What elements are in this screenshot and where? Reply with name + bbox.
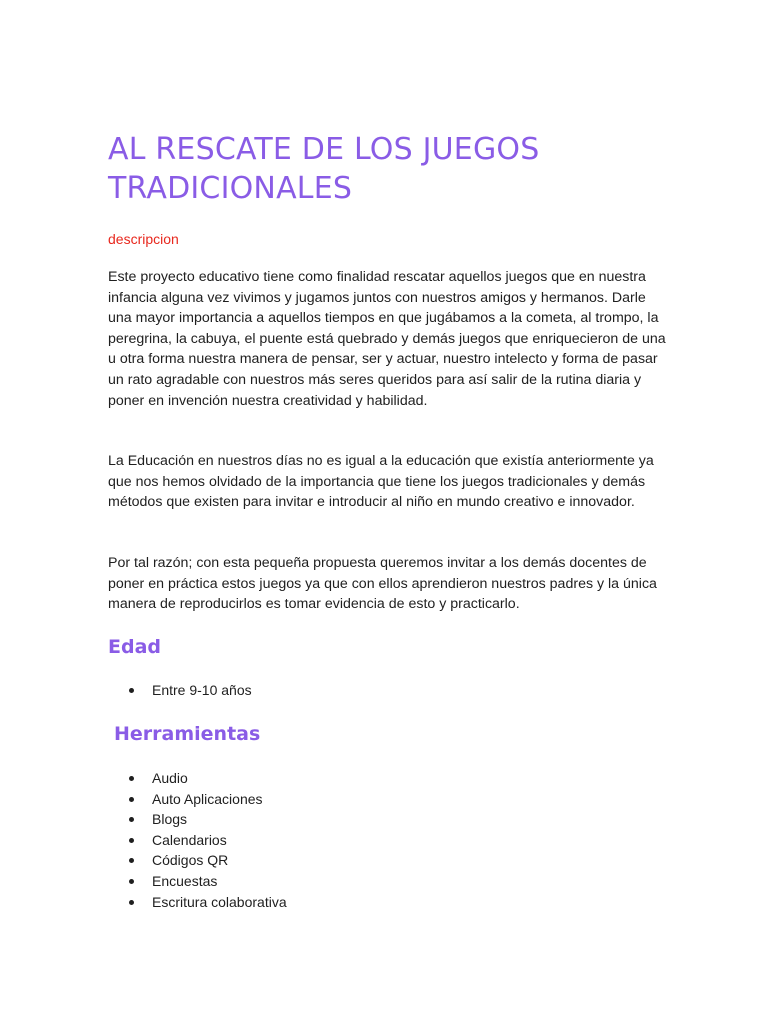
list-item bbox=[108, 850, 287, 871]
paragraph-education: La Educación en nuestros días no es igual a la educación que existía anteriormente ya que nos hemos olvidado de la importancia que tiene los juegos tradicionales y demás métodos que existen para invitar e introducir al niño en mundo creativo e innovador. bbox=[108, 453, 654, 511]
list-item-label: Calendarios bbox=[152, 831, 227, 848]
bullet-icon bbox=[129, 688, 134, 693]
list-item bbox=[108, 830, 287, 851]
herramientas-heading: Herramientas bbox=[114, 723, 261, 745]
list-item-label: Encuestas bbox=[152, 872, 218, 889]
list-item-label: Auto Aplicaciones bbox=[152, 790, 263, 807]
herramientas-list bbox=[108, 768, 287, 912]
edad-heading: Edad bbox=[108, 636, 162, 658]
list-item bbox=[108, 789, 287, 810]
list-item bbox=[108, 871, 287, 892]
list-item-label: Blogs bbox=[152, 811, 188, 828]
list-item bbox=[108, 892, 287, 913]
bullet-icon bbox=[129, 797, 134, 802]
paragraph-intro: Este proyecto educativo tiene como finalidad rescatar aquellos juegos que en nuestra infancia alguna vez vivimos y jugamos juntos con nuestros amigos y hermanos. Darle una mayor importancia a aquellos tiempos en que jugábamos a la cometa, al trompo, la peregrina, la cabuya, el puente está quebrado y demás juegos que enriquecieron de una u otra forma nuestra manera de pensar, ser y actuar, nuestro intelecto y forma de pasar un rato agradable con nuestros más seres queridos para así salir de la rutina diaria y poner en invención nuestra creatividad y habilidad. bbox=[108, 269, 666, 409]
list-item bbox=[108, 680, 252, 701]
edad-list bbox=[108, 680, 252, 701]
list-item-label: Entre 9-10 años bbox=[152, 682, 252, 698]
page-title: AL RESCATE DE LOS JUEGOS TRADICIONALES bbox=[108, 132, 540, 206]
description-label: descripcion bbox=[108, 231, 179, 247]
bullet-icon bbox=[129, 900, 134, 905]
paragraph-proposal: Por tal razón; con esta pequeña propuesta queremos invitar a los demás docentes de poner en práctica estos juegos ya que con ellos aprendieron nuestros padres y la única manera de reproducirlos es tomar evidencia de esto y practicarlo. bbox=[108, 555, 657, 613]
bullet-icon bbox=[129, 817, 134, 822]
bullet-icon bbox=[129, 858, 134, 863]
list-item bbox=[108, 809, 287, 830]
list-item-label: Códigos QR bbox=[152, 852, 229, 869]
bullet-icon bbox=[129, 776, 134, 781]
list-item-label: Escritura colaborativa bbox=[152, 893, 287, 910]
bullet-icon bbox=[129, 838, 134, 843]
list-item bbox=[108, 768, 287, 789]
list-item-label: Audio bbox=[152, 770, 188, 786]
bullet-icon bbox=[129, 879, 134, 884]
